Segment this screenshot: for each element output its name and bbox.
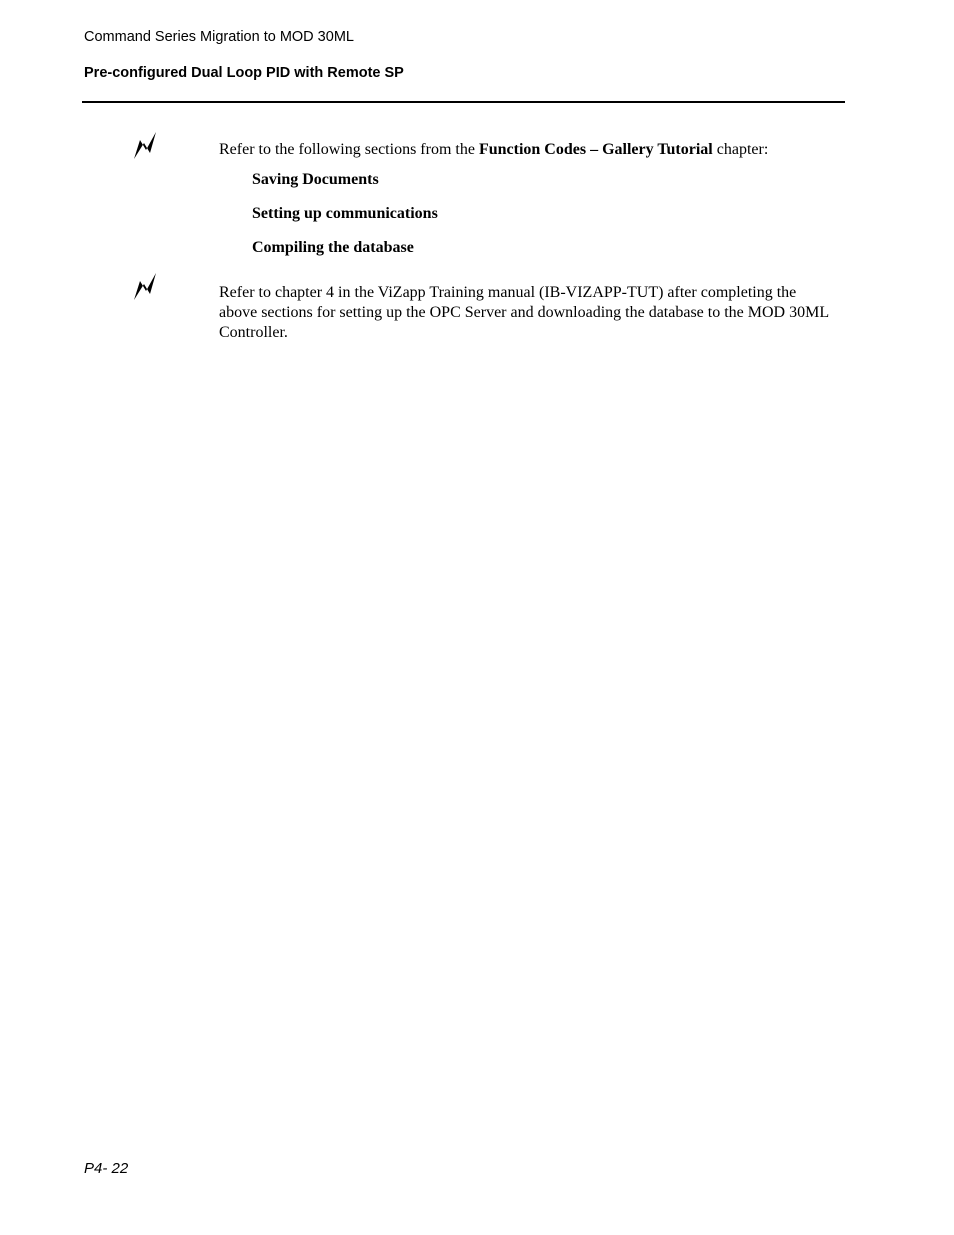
note-2-text: Refer to chapter 4 in the ViZapp Training manual (IB-VIZAPP-TUT) after completing the above sections for setting up the OPC Server and downloading the database to the MOD 30ML Controller. — [219, 284, 829, 341]
note-1-chapter-reference: Function Codes – Gallery Tutorial — [478, 141, 713, 158]
lightning-note-icon — [131, 131, 159, 161]
note-1-text-after: chapter: — [712, 141, 769, 158]
note-1-text — [219, 140, 829, 160]
page-number: P4- 22 — [84, 1160, 129, 1177]
header-divider — [82, 101, 845, 103]
list-item: Compiling the database — [252, 239, 414, 256]
lightning-note-icon — [131, 272, 159, 302]
running-header-subtitle: Pre-configured Dual Loop PID with Remote SP — [84, 65, 404, 81]
list-item: Setting up communications — [252, 205, 438, 222]
list-item: Saving Documents — [252, 171, 379, 188]
running-header-title: Command Series Migration to MOD 30ML — [84, 29, 354, 45]
note-1-text-before: Refer to the following sections from the — [219, 141, 479, 158]
